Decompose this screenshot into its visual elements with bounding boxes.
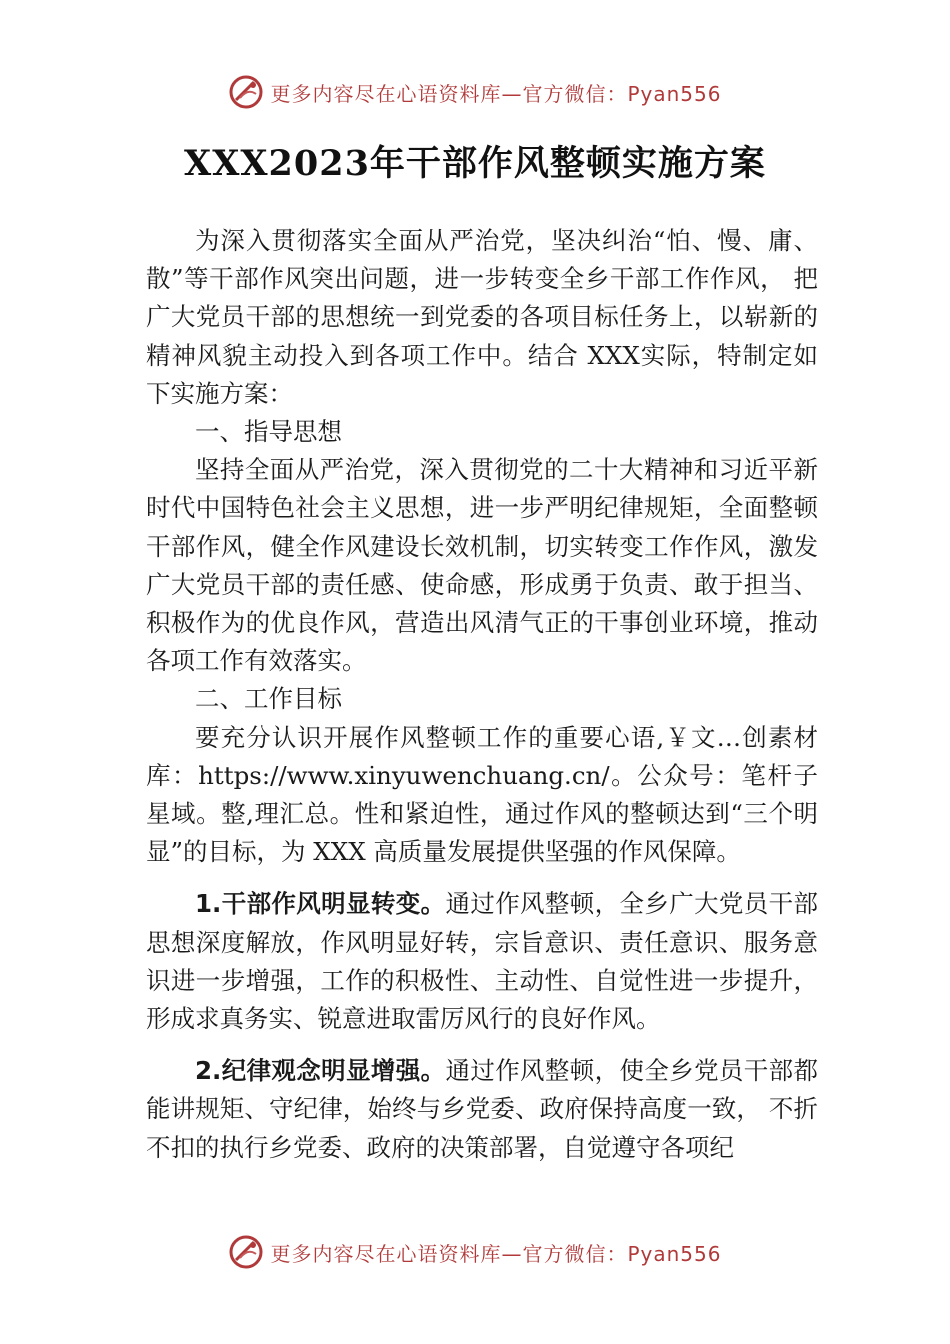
goal-item-discipline: [146, 1052, 818, 1167]
footer-banner-text: 更多内容尽在心语资料库—官方微信：Pyan556: [270, 1241, 722, 1266]
brand-logo-icon: [228, 1234, 264, 1270]
goal-item-text: 通过作风整顿，全乡广大党员干部思想深度解放，作风明显好转，宗旨意识、责任意识、服务意识进一步增强，工作的积极性、主动性、自觉性进一步提升，形成求真务实、锐意进取雷厉风行的良好作风。: [146, 889, 819, 1034]
section-heading-guiding-thought: 一、指导思想: [195, 417, 342, 447]
document-title: XXX2023年干部作风整顿实施方案: [184, 143, 766, 184]
brand-logo-icon: [228, 74, 264, 110]
goal-item-text: 通过作风整顿，使全乡党员干部都能讲规矩、守纪律，始终与乡党委、政府保持高度一致， 不折不扣的执行乡党委、政府的决策部署，自觉遵守各项纪: [146, 1056, 819, 1162]
guiding-thought-paragraph: 坚持全面从严治党，深入贯彻党的二十大精神和习近平新时代中国特色社会主义思想，进一步严明纪律规矩，全面整顿干部作风，健全作风建设长效机制，切实转变工作作风，激发广大党员干部的责任感、使命感，形成勇于负责、敢于担当、积极作为的优良作风，营造出风清气正的干事创业环境，推动各项工作有效落实。: [146, 455, 818, 676]
intro-paragraph: 为深入贯彻落实全面从严治党，坚决纠治“怕、慢、庸、散”等干部作风突出问题，进一步转变全乡干部工作作风， 把广大党员干部的思想统一到党委的各项目标任务上，以崭新的精神风貌主动投入到各项工作中。结合 XXX实际，特制定如下实施方案：: [146, 226, 818, 408]
goal-item-lead: 2.纪律观念明显增强。: [195, 1056, 446, 1086]
footer-banner: [0, 1232, 950, 1272]
goal-item-lead: 1.干部作风明显转变。: [195, 889, 446, 919]
work-goals-paragraph: 要充分认识开展作风整顿工作的重要心语,￥文…创素材库：https://www.xinyuwenchuang.cn/。公众号：笔杆子星域。整,理汇总。性和紧迫性，通过作风的整顿达到“三个明显”的目标，为 XXX 高质量发展提供坚强的作风保障。: [146, 722, 818, 867]
header-banner-text: 更多内容尽在心语资料库—官方微信：Pyan556: [270, 81, 722, 106]
header-banner: [0, 72, 950, 112]
document-body: [146, 222, 818, 1167]
goal-item-style-change: [146, 885, 818, 1038]
section-heading-work-goals: 二、工作目标: [195, 684, 342, 714]
